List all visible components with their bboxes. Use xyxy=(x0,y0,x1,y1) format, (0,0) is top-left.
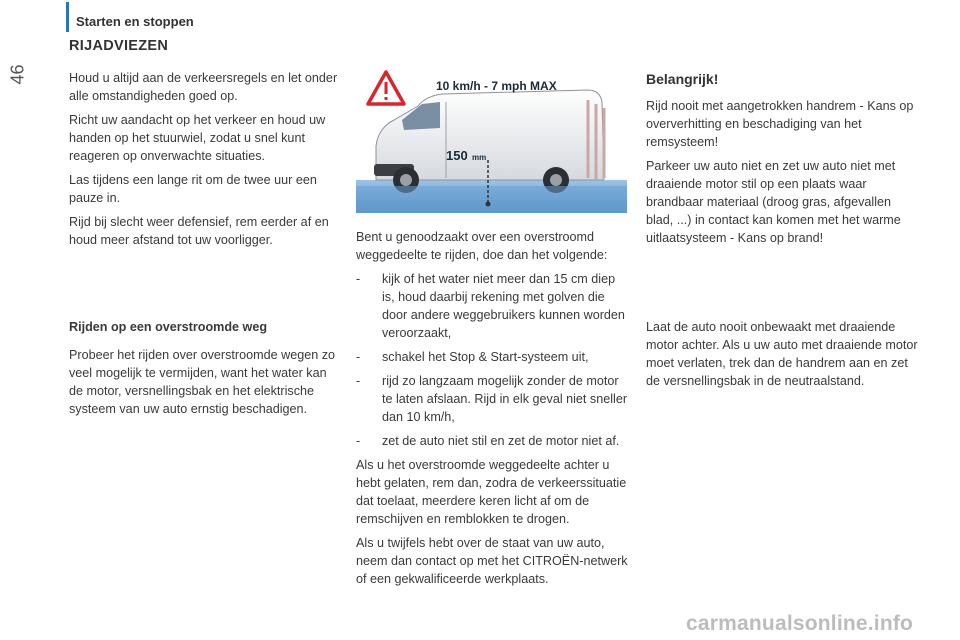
bullet-marker: - xyxy=(356,374,361,388)
paragraph: Richt uw aandacht op het verkeer en houd uw handen op het stuurwiel, zodat u snel kunt reageren op onverwachte situaties. xyxy=(69,113,326,163)
paragraph: Las tijdens een lange rit om de twee uur een pauze in. xyxy=(69,173,317,205)
list-item-text: zet de auto niet stil en zet de motor niet af. xyxy=(382,434,620,448)
paragraph: Houd u altijd aan de verkeersregels en let onder alle omstandigheden goed op. xyxy=(69,71,338,103)
depth-value: 150 xyxy=(446,148,468,163)
bullet-marker: - xyxy=(356,350,361,364)
water-overlay xyxy=(356,186,627,213)
bullet-marker: - xyxy=(356,272,361,286)
column-1-intro xyxy=(69,69,341,255)
flooded-road-illustration xyxy=(356,68,627,213)
important-heading: Belangrijk! xyxy=(646,71,719,87)
paragraph: Parkeer uw auto niet en zet uw auto niet met draaiende motor stil op een plaats waar brandbaar materiaal (droog gras, afgevallen blad, ...) in contact kan komen met het warme uitlaatsysteem - Kans op brand! xyxy=(646,159,901,245)
list-item xyxy=(356,372,628,426)
speed-limit-label: 10 km/h - 7 mph MAX xyxy=(436,79,557,93)
front-wheel-hub xyxy=(400,174,412,186)
van-windshield xyxy=(402,102,440,130)
paragraph: Rijd nooit met aangetrokken handrem - Kans op oververhitting en beschadiging van het remsysteem! xyxy=(646,99,914,149)
subheading: Rijden op een overstroomde weg xyxy=(69,320,268,334)
column-3-unattended xyxy=(646,318,918,396)
list-item xyxy=(356,348,628,366)
list-item-text: schakel het Stop & Start-systeem uit, xyxy=(382,350,589,364)
paragraph: Probeer het rijden over overstroomde wegen zo veel mogelijk te vermijden, want het water kan de motor, versnellingsbak en het elektrische systeem van uw auto ernstig beschadigen. xyxy=(69,348,336,416)
list-item-text: kijk of het water niet meer dan 15 cm diep is, houd daarbij rekening met golven die door andere weggebruikers kunnen worden veroorzaakt, xyxy=(382,272,625,340)
depth-unit: mm xyxy=(472,153,487,162)
paragraph: Als u het overstroomde weggedeelte achter u hebt gelaten, rem dan, zodra de verkeerssituatie dat toelaat, meerdere keren licht af om de remschijven en remblokken te drogen. xyxy=(356,458,627,526)
van-illustration-svg xyxy=(356,68,627,213)
list-item xyxy=(356,432,628,450)
page-number: 46 xyxy=(7,64,28,85)
paragraph: Laat de auto nooit onbewaakt met draaiende motor achter. Als u uw auto met draaiende motor moet verlaten, trek dan de handrem aan en zet de versnellingsbak in de neutraalstand. xyxy=(646,320,918,388)
paragraph: Bent u genoodzaakt over een overstroomd weggedeelte te rijden, doe dan het volgende: xyxy=(356,230,608,262)
section-accent-bar xyxy=(66,2,69,32)
paragraph: Rijd bij slecht weer defensief, rem eerder af en houd meer afstand tot uw voorligger. xyxy=(69,215,329,247)
column-2-instructions xyxy=(356,228,628,594)
watermark: carmanualsonline.info xyxy=(686,612,914,635)
list-item-text: rijd zo langzaam mogelijk zonder de motor te laten afslaan. Rijd in elk geval niet sneller dan 10 km/h, xyxy=(382,374,628,424)
section-title: Starten en stoppen xyxy=(76,14,194,29)
paragraph: Als u twijfels hebt over de staat van uw auto, neem dan contact op met het CITROËN-netwerk of een gekwalificeerde werkplaats. xyxy=(356,536,628,586)
list-item xyxy=(356,270,628,342)
depth-marker-dot xyxy=(486,202,491,207)
page-title: RIJADVIEZEN xyxy=(69,38,169,54)
column-3-important xyxy=(646,70,918,253)
rear-wheel-hub xyxy=(550,174,562,186)
warning-triangle-icon xyxy=(368,72,404,104)
column-1-flooded-road xyxy=(69,318,341,424)
bullet-marker: - xyxy=(356,434,361,448)
page-number-wrap xyxy=(6,62,30,92)
